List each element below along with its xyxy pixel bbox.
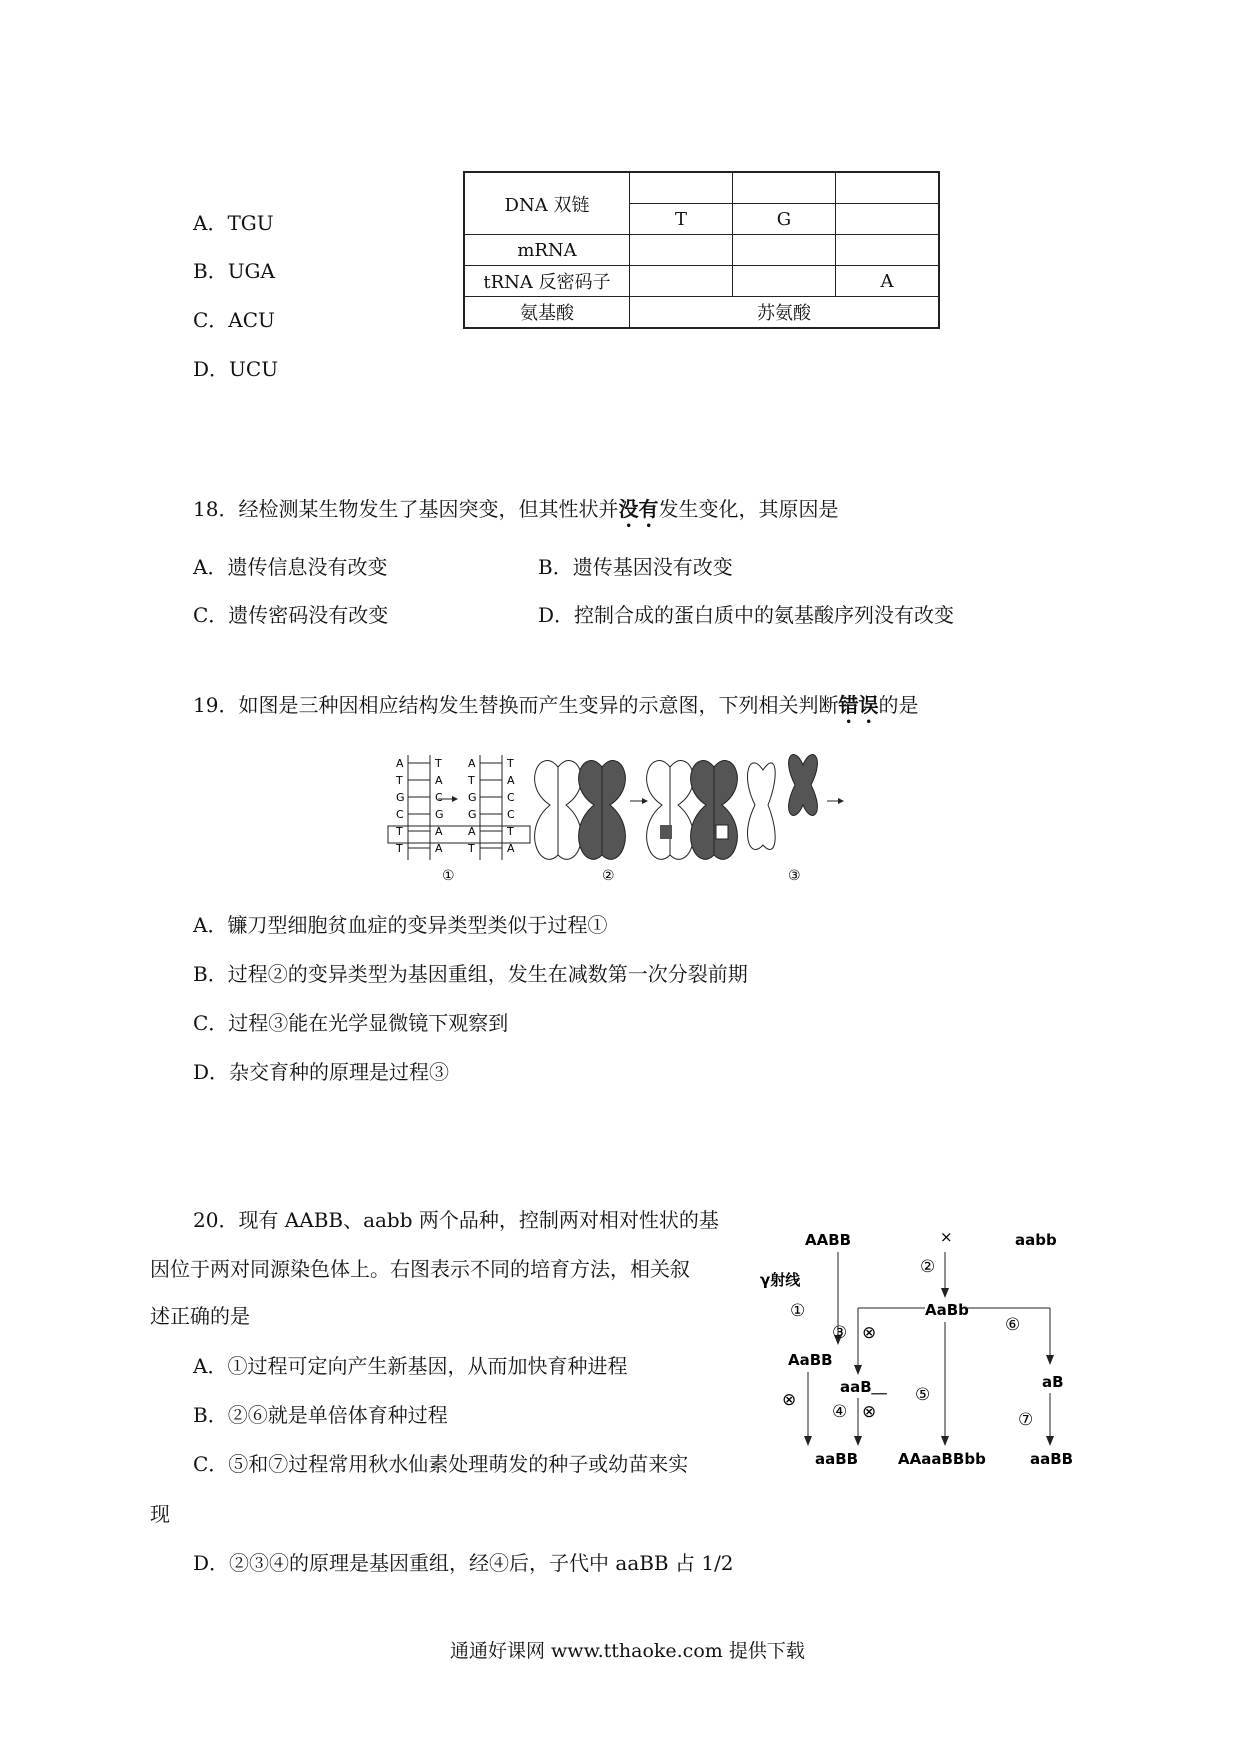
dna-cell: T [630,204,733,235]
footer-text: 通通好课网 www.tthaoke.com 提供下载 [450,1640,805,1662]
dna-cell [836,204,940,235]
codon-table [463,171,940,329]
base-letter: A [507,842,515,855]
step-7-icon: ⑦ [1018,1410,1034,1430]
label-AABB: AABB [805,1231,852,1249]
translocation-diagram [747,755,844,884]
q20-stem-line3: 述正确的是 [150,1304,250,1328]
step-4-icon: ④ [832,1402,848,1422]
trna-cell: A [836,266,940,297]
cross-icon: × [940,1228,953,1246]
base-letter: T [468,774,475,787]
selfing-icon: ⊗ [862,1402,877,1422]
dna-substitution-diagram [388,755,530,884]
aa-cell: 苏氨酸 [630,297,940,329]
q20-stem-line1: 20．现有 AABB、aabb 两个品种，控制两对相对性状的基 [193,1208,719,1232]
dna-cell: G [733,204,836,235]
q19-stem: 19．如图是三种因相应结构发生替换而产生变异的示意图，下列相关判断错误的是 [193,693,919,717]
label-aabb: aabb [1015,1231,1057,1249]
step-2-icon: ② [920,1257,936,1277]
row-label-dna: DNA 双链 [464,172,630,235]
selfing-icon: ⊗ [862,1323,877,1343]
figure-label-3: ③ [788,868,801,884]
q20-option-d: D．②③④的原理是基因重组，经④后，子代中 aaBB 占 1/2 [193,1551,734,1575]
q19-option-d: D．杂交育种的原理是过程③ [193,1060,450,1084]
base-letter: A [435,774,443,787]
label-aaBB-left: aaBB [815,1450,859,1468]
q17-option-a: A．TGU [193,211,274,235]
breeding-diagram [750,1220,1090,1470]
trna-cell [630,266,733,297]
label-gamma: γ射线 [760,1271,801,1289]
figure-label-1: ① [442,868,455,884]
q17-option-d: D．UCU [193,357,279,381]
step-6-icon: ⑥ [1005,1315,1021,1335]
q18-option-d: D．控制合成的蛋白质中的氨基酸序列没有改变 [538,603,955,627]
q20-stem-line2: 因位于两对同源染色体上。右图表示不同的培育方法，相关叙 [150,1257,690,1281]
base-letter: A [507,774,515,787]
base-letter: T [396,842,403,855]
base-letter: G [396,791,405,804]
mutation-figure [380,745,870,890]
base-letter: T [507,757,514,770]
step-1-icon: ① [790,1301,806,1321]
q19-option-b: B．过程②的变异类型为基因重组，发生在减数第一次分裂前期 [193,962,748,986]
base-letter: T [396,774,403,787]
label-aaBB-right: aaBB [1030,1450,1074,1468]
trna-cell [733,266,836,297]
base-letter: G [468,791,477,804]
q20-option-c-cont: 现 [150,1502,170,1526]
crossover-diagram [535,761,738,884]
base-letter: A [435,825,443,838]
base-letter: T [507,825,514,838]
base-letter: G [435,808,444,821]
q18-option-c: C．遗传密码没有改变 [193,603,389,627]
row-label-mrna: mRNA [464,235,630,266]
q20-option-a: A．①过程可定向产生新基因，从而加快育种进程 [193,1354,628,1378]
selfing-icon: ⊗ [782,1390,797,1410]
base-letter: A [468,757,476,770]
q17-option-c: C．ACU [193,308,275,332]
figure-label-2: ② [602,868,615,884]
base-letter: A [435,842,443,855]
label-aB: aB [1042,1373,1064,1391]
q19-option-c: C．过程③能在光学显微镜下观察到 [193,1011,509,1035]
row-label-aa: 氨基酸 [464,297,630,329]
label-AaBB: AaBB [788,1351,833,1369]
q18-option-b: B．遗传基因没有改变 [538,555,733,579]
base-letter: C [396,808,404,821]
step-5-icon: ⑤ [915,1385,931,1405]
q18-stem: 18．经检测某生物发生了基因突变，但其性状并没有发生变化，其原因是 [193,497,839,521]
base-letter: T [435,757,442,770]
label-AaBb: AaBb [925,1301,969,1319]
base-letter: G [468,808,477,821]
base-letter: T [468,842,475,855]
base-letter: C [507,808,515,821]
q20-option-c: C．⑤和⑦过程常用秋水仙素处理萌发的种子或幼苗来实 [193,1452,689,1476]
base-letter: C [435,791,443,804]
label-aaB: aaB＿ [840,1378,887,1396]
q17-option-b: B．UGA [193,259,275,283]
q19-option-a: A．镰刀型细胞贫血症的变异类型类似于过程① [193,913,608,937]
row-label-trna: tRNA 反密码子 [464,266,630,297]
base-letter: A [396,757,404,770]
q18-option-a: A．遗传信息没有改变 [193,555,388,579]
q20-option-b: B．②⑥就是单倍体育种过程 [193,1403,448,1427]
base-letter: C [507,791,515,804]
base-letter: A [468,825,476,838]
label-AAaaBBbb: AAaaBBbb [898,1450,986,1468]
base-letter: T [396,825,403,838]
step-3-icon: ③ [832,1323,848,1343]
